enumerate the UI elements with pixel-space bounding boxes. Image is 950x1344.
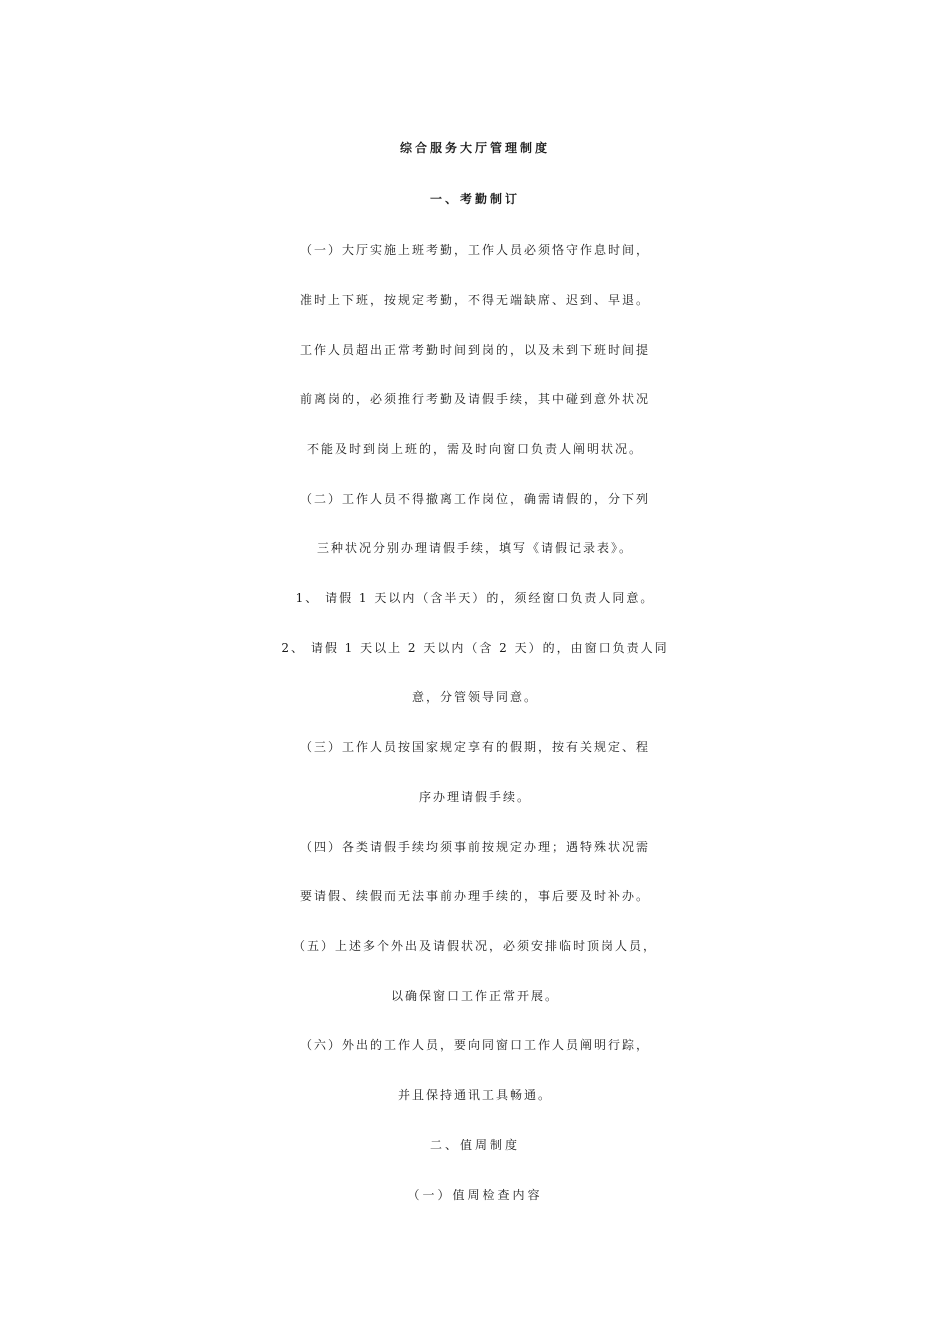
paragraph-line: （六）外出的工作人员，要向同窗口工作人员阐明行踪， (299, 1038, 650, 1052)
paragraph-line: 并且保持通讯工具畅通。 (397, 1088, 552, 1102)
list-item-line: 1、 请假 1 天以内（含半天）的，须经窗口负责人同意。 (295, 591, 655, 605)
paragraph-line: 要请假、续假而无法事前办理手续的，事后要及时补办。 (299, 889, 650, 903)
paragraph-line: 序办理请假手续。 (418, 790, 531, 804)
paragraph-line: 准时上下班，按规定考勤，不得无端缺席、迟到、早退。 (299, 293, 650, 307)
list-item-line: 2、 请假 1 天以上 2 天以内（含 2 天）的，由窗口负责人同 (281, 641, 669, 655)
paragraph-line: （三）工作人员按国家规定享有的假期，按有关规定、程 (299, 740, 650, 754)
paragraph-line: （四）各类请假手续均须事前按规定办理；遇特殊状况需 (299, 840, 650, 854)
paragraph-line: 以确保窗口工作正常开展。 (390, 989, 559, 1003)
document-title: 综合服务大厅管理制度 (399, 141, 550, 155)
subsection-heading-duty-check: （一）值周检查内容 (407, 1188, 543, 1202)
paragraph-line: 三种状况分别办理请假手续，填写《请假记录表》。 (316, 541, 633, 555)
paragraph-line: 不能及时到岗上班的，需及时向窗口负责人阐明状况。 (306, 442, 643, 456)
paragraph-line: （五）上述多个外出及请假状况，必须安排临时顶岗人员， (292, 939, 657, 953)
paragraph-line: （二）工作人员不得撤离工作岗位，确需请假的，分下列 (299, 492, 650, 506)
paragraph-line: 前离岗的，必须推行考勤及请假手续，其中碰到意外状况 (299, 392, 650, 406)
list-item-line: 意，分管领导同意。 (411, 690, 538, 704)
section-heading-attendance: 一、考勤制订 (429, 192, 520, 206)
paragraph-line: （一）大厅实施上班考勤，工作人员必须恪守作息时间， (299, 243, 650, 257)
section-heading-duty: 二、值周制度 (429, 1138, 520, 1152)
paragraph-line: 工作人员超出正常考勤时间到岗的，以及未到下班时间提 (299, 343, 650, 357)
